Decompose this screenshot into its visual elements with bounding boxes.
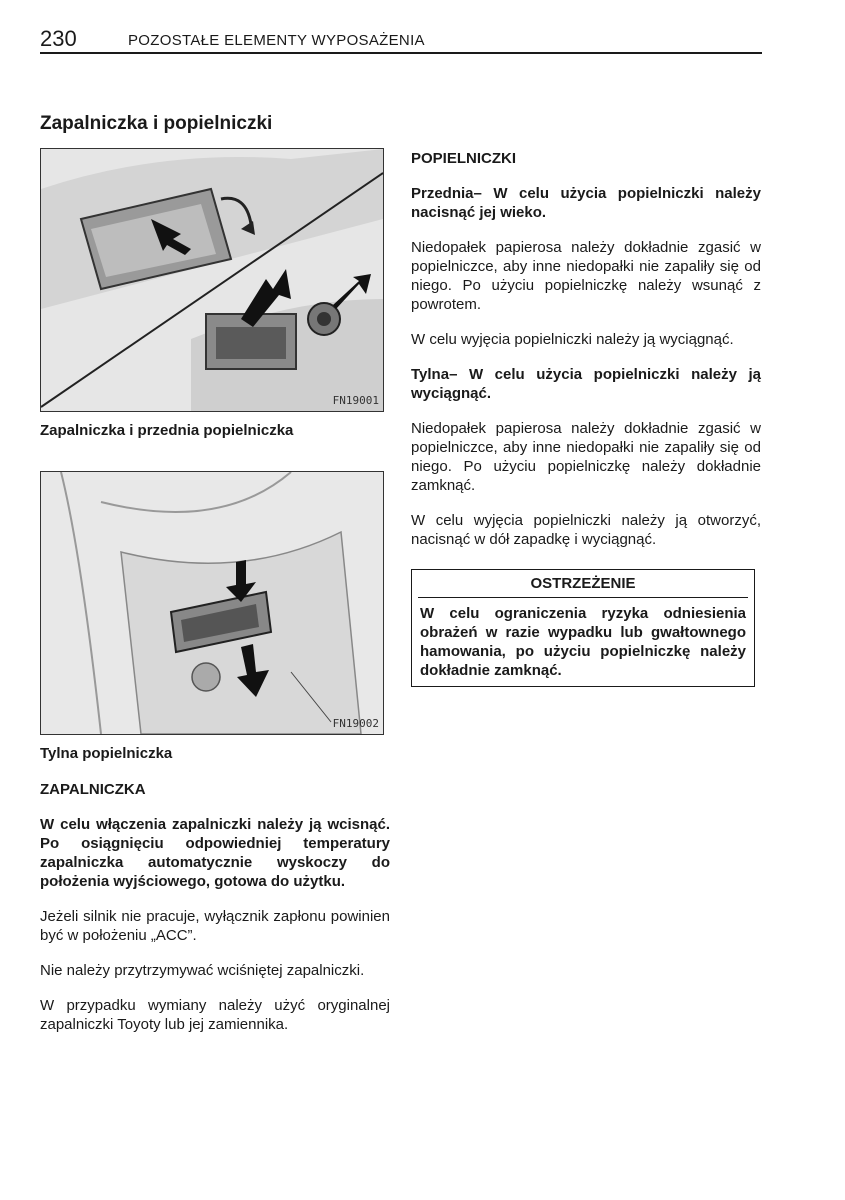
warning-text: W celu ograniczenia ryzyka odniesienia obrażeń w razie wypadku lub gwałtownego hamowania, po użyciu popielniczkę należy dokładnie zamknąć. <box>420 605 746 679</box>
ashtray-paragraph: Niedopałek papierosa należy dokładnie zgasić w popielniczce, aby inne niedopałki nie zapaliły się od niego. Po użyciu popielniczkę należy wsunąć z powrotem. <box>411 239 761 313</box>
left-column <box>40 148 390 1034</box>
lighter-heading: ZAPALNICZKA <box>40 781 146 798</box>
ashtray-paragraph: Niedopałek papierosa należy dokładnie zgasić w popielniczce, aby inne niedopałki nie zapaliły się od niego. Po użyciu popielniczkę należy dokładnie zamknąć. <box>411 420 761 494</box>
figure-code: FN19002 <box>332 717 379 730</box>
page-title: Zapalniczka i popielniczki <box>40 113 273 134</box>
ashtray-paragraph: W celu wyjęcia popielniczki należy ją wyciągnąć. <box>411 331 734 348</box>
figure-lighter-front-ashtray <box>40 148 384 412</box>
ashtrays-heading: POPIELNICZKI <box>411 150 517 167</box>
figure-rear-ashtray <box>40 471 384 735</box>
lighter-paragraph: Nie należy przytrzymywać wciśniętej zapalniczki. <box>40 962 365 979</box>
figure-caption: Tylna popielniczka <box>40 745 173 762</box>
illustration-front-ashtray <box>41 149 383 411</box>
warning-box <box>411 569 755 687</box>
ashtray-paragraph: W celu wyjęcia popielniczki należy ją otworzyć, nacisnąć w dół zapadkę i wyciągnąć. <box>411 512 761 548</box>
ashtray-paragraph: Tylna– W celu użycia popielniczki należy ją wyciągnąć. <box>411 366 761 402</box>
page-number: 230 <box>40 26 77 51</box>
lighter-paragraph: W celu włączenia zapalniczki należy ją wcisnąć. Po osiągnięciu odpowiedniej temperatury zapalniczka automatycznie wyskoczy do położenia wyjściowego, gotowa do użytku. <box>40 816 390 890</box>
lighter-paragraph: Jeżeli silnik nie pracuje, wyłącznik zapłonu powinien być w położeniu „ACC”. <box>40 908 390 944</box>
page-header <box>40 26 762 54</box>
lighter-paragraph: W przypadku wymiany należy użyć oryginalnej zapalniczki Toyoty lub jej zamiennika. <box>40 997 390 1033</box>
section-title: POZOSTAŁE ELEMENTY WYPOSAŻENIA <box>128 32 425 49</box>
warning-title: OSTRZEŻENIE <box>418 574 748 598</box>
illustration-rear-ashtray <box>41 472 383 734</box>
right-column <box>411 149 761 687</box>
ashtray-paragraph: Przednia– W celu użycia popielniczki należy nacisnąć jej wieko. <box>411 185 761 221</box>
figure-code: FN19001 <box>332 394 379 407</box>
figure-caption: Zapalniczka i przednia popielniczka <box>40 422 294 439</box>
